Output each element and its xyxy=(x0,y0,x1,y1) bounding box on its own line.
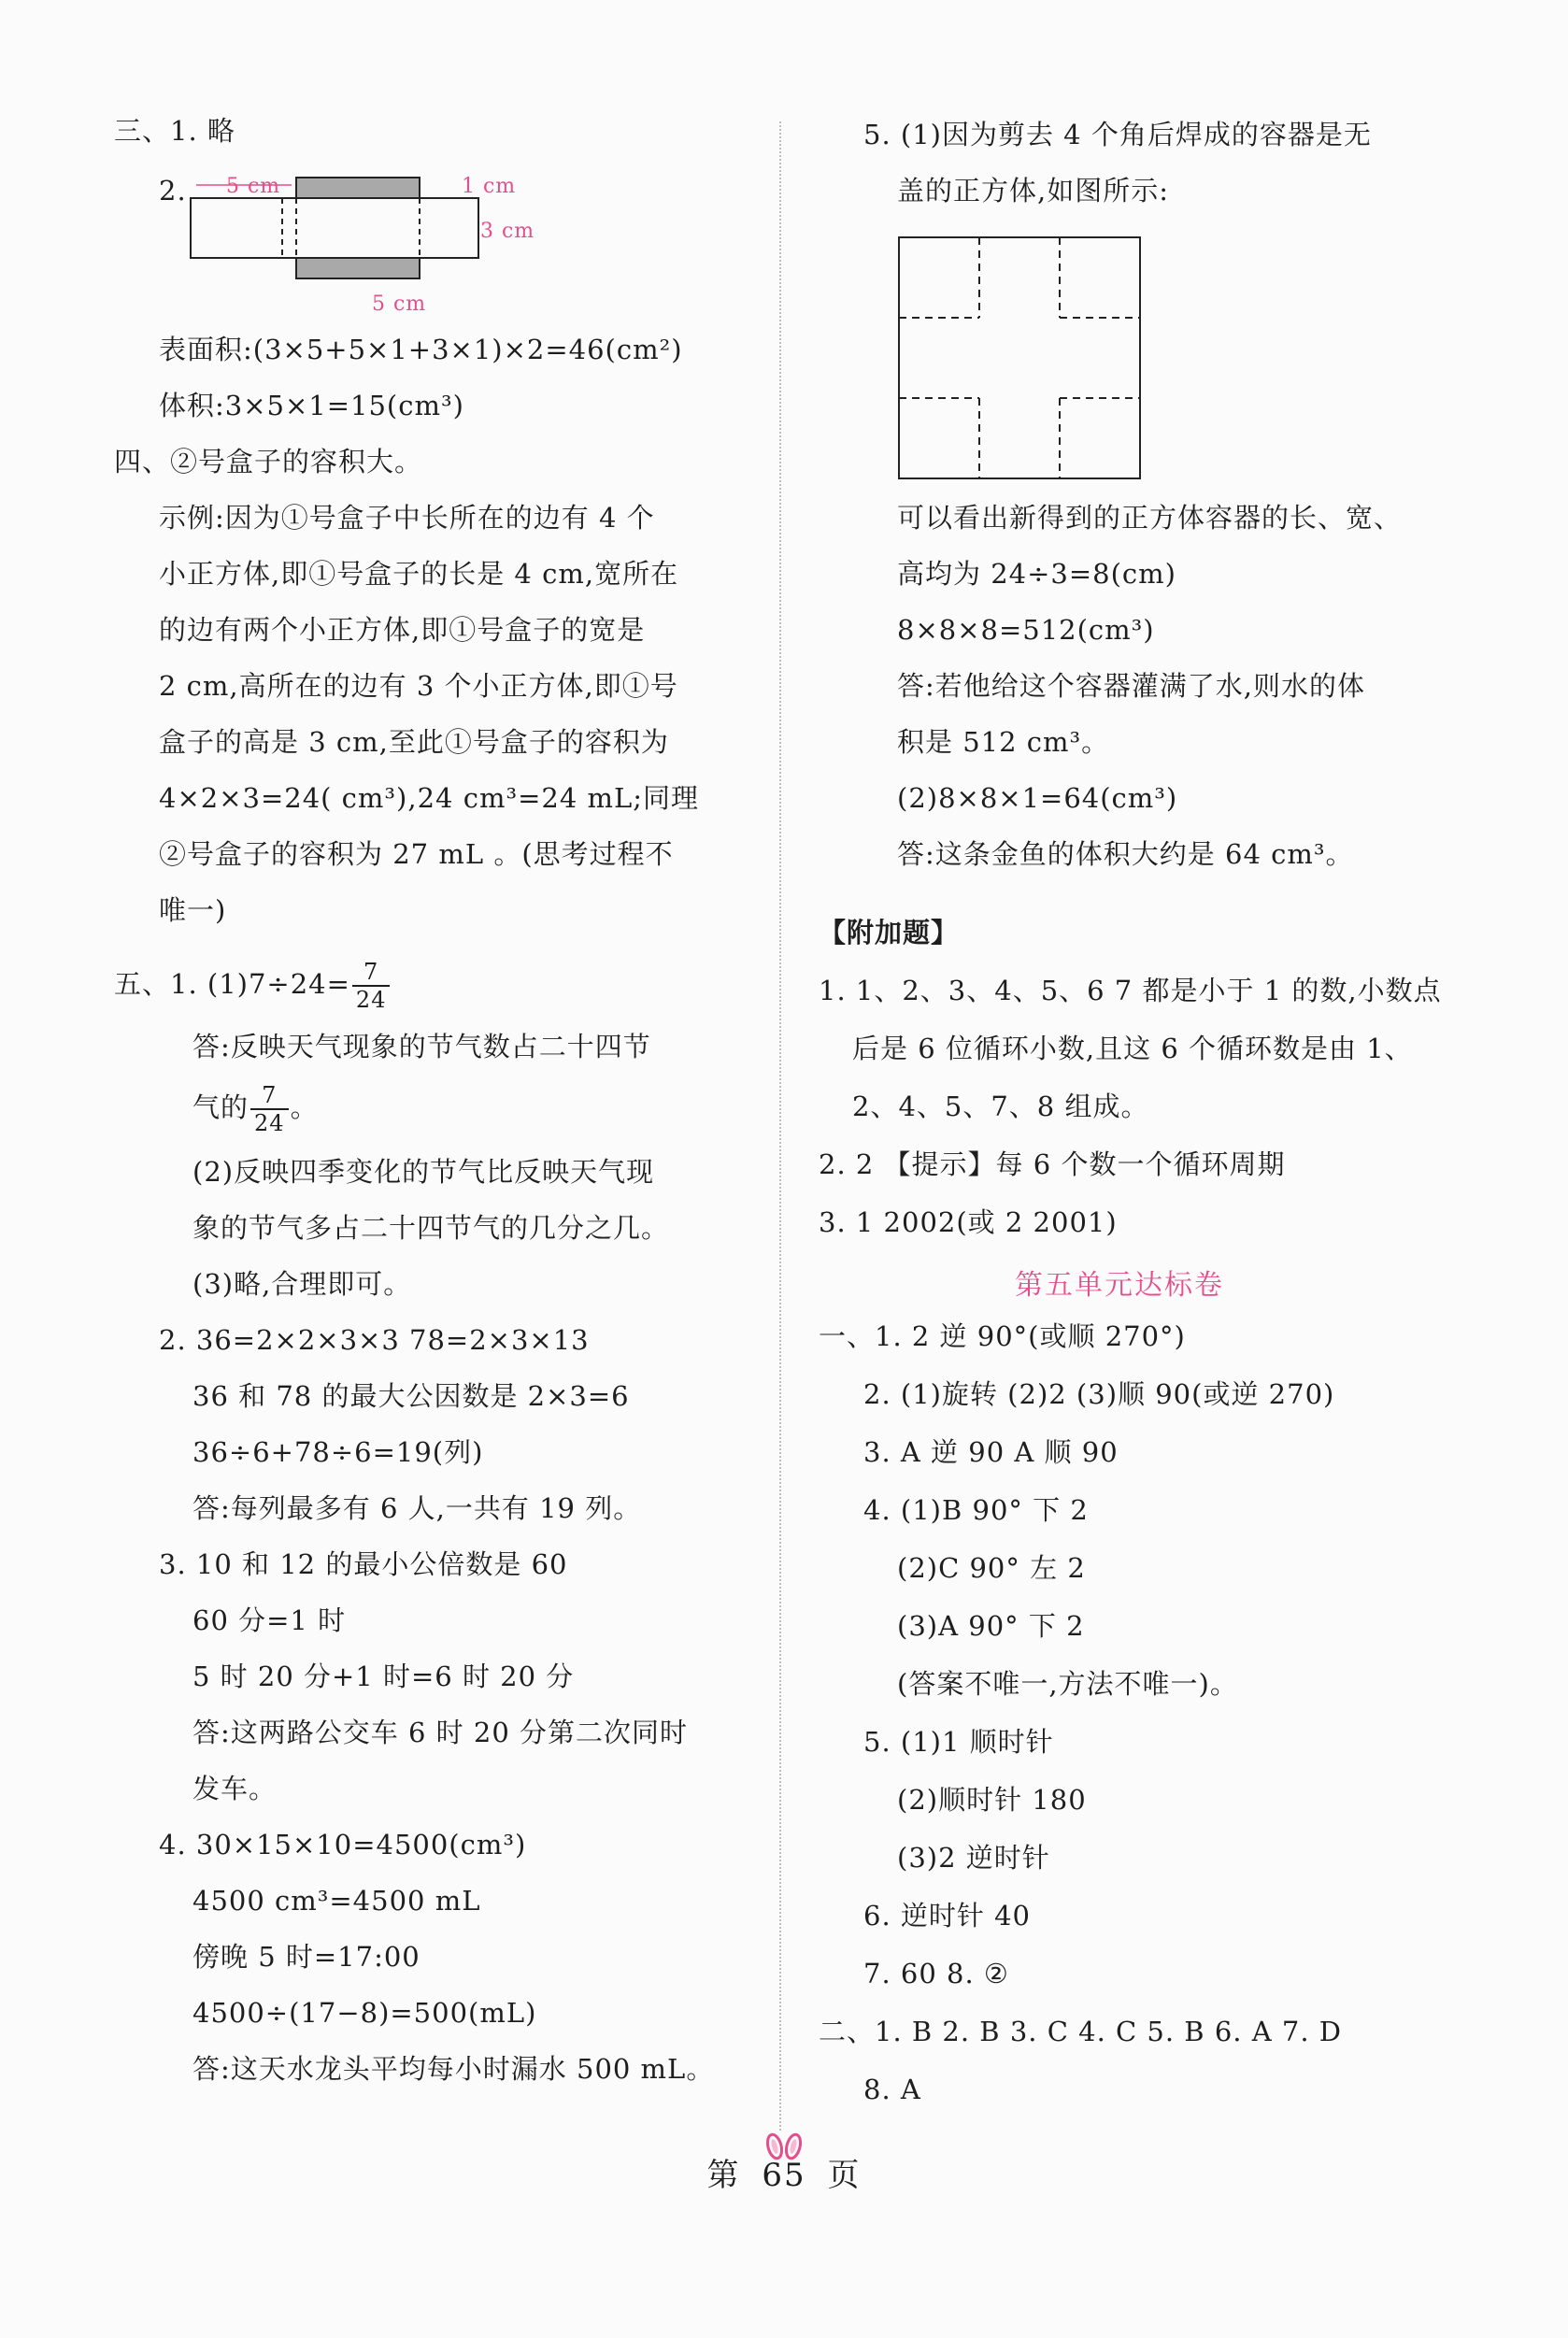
unit5-line: 7. 60 8. ② xyxy=(863,1958,1009,1989)
s5-1-part2: (2)反映四季变化的节气比反映天气现 xyxy=(192,1156,655,1188)
net-label-top-w: 1 cm xyxy=(462,175,517,198)
s5-1-answer-b: 气的 xyxy=(192,1091,249,1123)
page-footer xyxy=(0,2149,1568,2195)
unit5-line: 5. (1)1 顺时针 xyxy=(863,1726,1054,1758)
s5-1-answer-fraction xyxy=(250,1082,289,1136)
footer-suffix: 页 xyxy=(827,2157,862,2194)
net-top-face xyxy=(296,178,420,198)
s5-4-line: 4500 cm³=4500 mL xyxy=(192,1885,481,1917)
s5-3-line: 3. 10 和 12 的最小公倍数是 60 xyxy=(159,1548,568,1580)
column-divider xyxy=(779,121,781,2131)
page-number-wrap xyxy=(752,2157,815,2194)
unit5-line: 2. (1)旋转 (2)2 (3)顺 90(或逆 270) xyxy=(863,1378,1335,1410)
s5-4-line: 4. 30×15×10=4500(cm³) xyxy=(159,1829,527,1860)
s5-1-part3: (3)略,合理即可。 xyxy=(192,1268,412,1300)
net-bottom-face xyxy=(296,258,420,278)
s3-item2-label: 2. xyxy=(159,175,187,207)
s5-2-line: 答:每列最多有 6 人,一共有 19 列。 xyxy=(192,1492,642,1524)
s5-1-frac-num: 7 xyxy=(352,959,391,987)
cross-container-diagram xyxy=(897,235,1144,488)
s5-2-line: 2. 36=2×2×3×3 78=2×3×13 xyxy=(159,1324,590,1356)
unit5-line: (3)2 逆时针 xyxy=(897,1842,1050,1874)
s4-line: 盒子的高是 3 cm,至此①号盒子的容积为 xyxy=(159,726,669,758)
s4-title: 四、②号盒子的容积大。 xyxy=(114,446,423,478)
unit5-line: 6. 逆时针 40 xyxy=(863,1900,1032,1932)
s5-3-line: 发车。 xyxy=(192,1773,278,1804)
s3-item1: 三、1. 略 xyxy=(114,115,235,147)
unit5-title: 第五单元达标卷 xyxy=(1015,1269,1224,1302)
s5-2-line: 36 和 78 的最大公因数是 2×3=6 xyxy=(192,1380,630,1412)
q5-line: 可以看出新得到的正方体容器的长、宽、 xyxy=(897,502,1403,534)
q5-line: (2)8×8×1=64(cm³) xyxy=(897,782,1178,814)
unit5-line: 4. (1)B 90° 下 2 xyxy=(863,1494,1089,1526)
s5-1-ans-frac-num: 7 xyxy=(250,1082,289,1110)
net-label-top-len: 5 cm xyxy=(226,175,281,198)
bunny-ears-icon xyxy=(758,2132,810,2160)
net-label-bottom-len: 5 cm xyxy=(372,292,427,316)
bonus-title: 【附加题】 xyxy=(819,917,960,948)
s4-line: 4×2×3=24( cm³),24 cm³=24 mL;同理 xyxy=(159,782,700,814)
q5-line: 8×8×8=512(cm³) xyxy=(897,614,1155,646)
s5-1-answer-c: 。 xyxy=(290,1091,319,1123)
s5-1-fraction xyxy=(352,959,391,1013)
unit5-line: (2)顺时针 180 xyxy=(897,1784,1087,1816)
s5-3-line: 5 时 20 分+1 时=6 时 20 分 xyxy=(192,1661,575,1692)
s5-3-line: 60 分=1 时 xyxy=(192,1604,347,1636)
s5-3-line: 答:这两路公交车 6 时 20 分第二次同时 xyxy=(192,1717,688,1748)
s5-1-answer-cont xyxy=(192,1082,319,1136)
unit5-line: (3)A 90° 下 2 xyxy=(897,1610,1085,1642)
net-label-side-h: 3 cm xyxy=(480,220,535,243)
unit5-line: 一、1. 2 逆 90°(或顺 270°) xyxy=(819,1320,1186,1352)
footer-prefix: 第 xyxy=(706,2157,741,2194)
bonus-line: 2、4、5、7、8 组成。 xyxy=(852,1091,1149,1122)
s4-line: 唯一) xyxy=(159,894,227,926)
unit5-line: 3. A 逆 90 A 顺 90 xyxy=(863,1436,1119,1468)
q5-line: 答:这条金鱼的体积大约是 64 cm³。 xyxy=(897,838,1354,870)
s5-1-equation xyxy=(114,959,392,1013)
s5-1-part2-cont: 象的节气多占二十四节气的几分之几。 xyxy=(192,1212,670,1244)
surface-area: 表面积:(3×5+5×1+3×1)×2=46(cm²) xyxy=(159,334,683,365)
bonus-line: 1. 1、2、3、4、5、6 7 都是小于 1 的数,小数点 xyxy=(819,975,1442,1006)
unit5-line: 8. A xyxy=(863,2074,921,2105)
q5-line: 积是 512 cm³。 xyxy=(897,726,1110,758)
s5-4-line: 傍晚 5 时=17:00 xyxy=(192,1941,421,1973)
s5-1-prefix: 五、1. (1)7÷24= xyxy=(114,968,350,1000)
s5-4-line: 4500÷(17−8)=500(mL) xyxy=(192,1997,537,2029)
s4-line: 2 cm,高所在的边有 3 个小正方体,即①号 xyxy=(159,670,678,702)
s4-line: 的边有两个小正方体,即①号盒子的宽是 xyxy=(159,614,646,646)
net-middle-strip xyxy=(191,198,478,258)
s5-2-line: 36÷6+78÷6=19(列) xyxy=(192,1436,484,1468)
s4-line: ②号盒子的容积为 27 mL 。(思考过程不 xyxy=(159,838,674,870)
q5-line: 盖的正方体,如图所示: xyxy=(897,175,1169,207)
bonus-line: 3. 1 2002(或 2 2001) xyxy=(819,1206,1118,1238)
unit5-line: (2)C 90° 左 2 xyxy=(897,1552,1086,1584)
q5-line: 高均为 24÷3=8(cm) xyxy=(897,558,1176,590)
volume: 体积:3×5×1=15(cm³) xyxy=(159,390,464,421)
q5-line: 答:若他给这个容器灌满了水,则水的体 xyxy=(897,670,1365,702)
s4-line: 示例:因为①号盒子中长所在的边有 4 个 xyxy=(159,502,655,534)
s4-line: 小正方体,即①号盒子的长是 4 cm,宽所在 xyxy=(159,558,679,590)
s5-1-answer: 答:反映天气现象的节气数占二十四节 xyxy=(192,1031,651,1062)
page-number: 65 xyxy=(762,2157,806,2194)
q5-line: 5. (1)因为剪去 4 个角后焊成的容器是无 xyxy=(863,119,1372,150)
s5-4-line: 答:这天水龙头平均每小时漏水 500 mL。 xyxy=(192,2053,715,2085)
bonus-line: 后是 6 位循环小数,且这 6 个循环数是由 1、 xyxy=(852,1033,1413,1064)
unit5-line: 二、1. B 2. B 3. C 4. C 5. B 6. A 7. D xyxy=(819,2016,1343,2047)
bonus-line: 2. 2 【提示】每 6 个数一个循环周期 xyxy=(819,1148,1286,1180)
s5-1-ans-frac-den: 24 xyxy=(254,1110,285,1136)
unit5-line: (答案不唯一,方法不唯一)。 xyxy=(897,1668,1238,1700)
s5-1-frac-den: 24 xyxy=(355,987,387,1013)
